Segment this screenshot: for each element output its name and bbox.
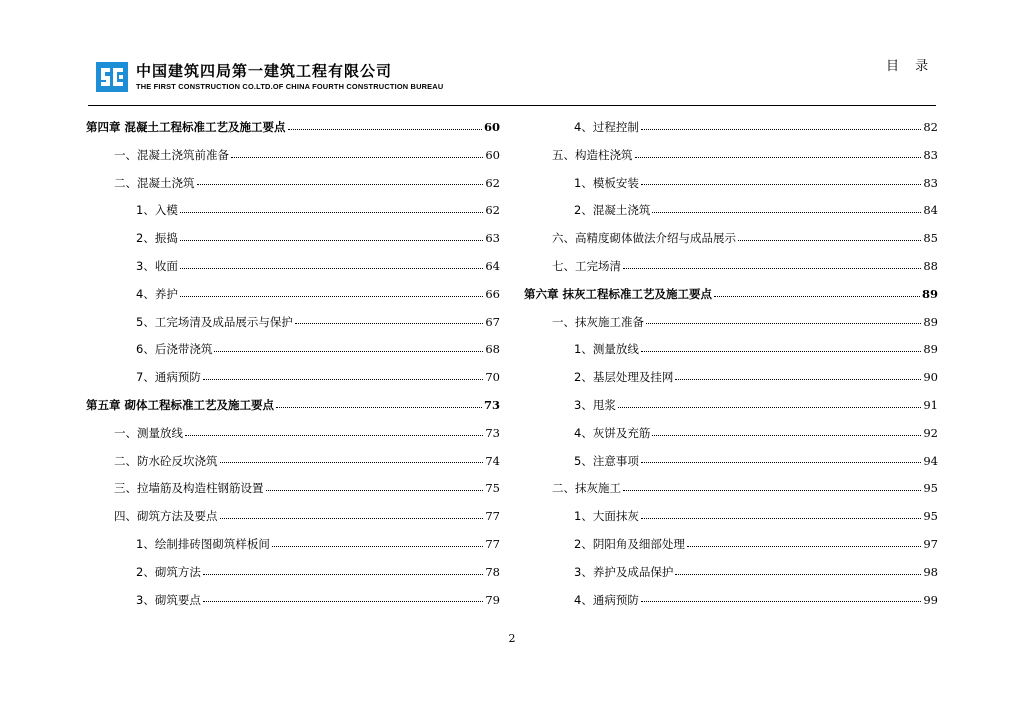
- toc-entry-title: 一、混凝土浇筑前准备: [114, 147, 229, 162]
- toc-entry-page: 83: [923, 175, 938, 190]
- toc-entry-page: 60: [483, 120, 500, 134]
- toc-entry-title: 四、砌筑方法及要点: [114, 509, 218, 524]
- toc-entry[interactable]: [524, 475, 938, 503]
- toc-leader-dots: [266, 490, 484, 491]
- toc-entry-title: 五、构造柱浇筑: [552, 147, 633, 162]
- toc-entry[interactable]: [524, 336, 938, 364]
- toc-entry-title: 第四章 混凝土工程标准工艺及施工要点: [86, 120, 286, 134]
- toc-leader-dots: [623, 268, 921, 269]
- toc-leader-dots: [641, 184, 922, 185]
- toc-entry[interactable]: [86, 170, 500, 198]
- header-divider: [88, 105, 936, 106]
- toc-entry[interactable]: [524, 559, 938, 587]
- toc-entry-page: 85: [923, 231, 938, 246]
- toc-leader-dots: [180, 212, 484, 213]
- toc-entry[interactable]: [86, 281, 500, 309]
- toc-entry[interactable]: [524, 253, 938, 281]
- page-number: 2: [508, 632, 516, 645]
- toc-leader-dots: [203, 379, 484, 380]
- toc-chapter-entry[interactable]: [524, 281, 938, 309]
- toc-leader-dots: [635, 157, 922, 158]
- toc-entry[interactable]: [524, 503, 938, 531]
- toc-entry[interactable]: [86, 364, 500, 392]
- toc-entry-page: 99: [923, 592, 938, 607]
- toc-entry[interactable]: [86, 336, 500, 364]
- toc-entry-title: 2、基层处理及挂网: [574, 370, 674, 385]
- toc-leader-dots: [197, 184, 484, 185]
- toc-entry-title: 7、通病预防: [136, 370, 201, 385]
- toc-chapter-entry[interactable]: [86, 392, 500, 420]
- toc-entry-page: 94: [923, 453, 938, 468]
- toc-leader-dots: [641, 518, 922, 519]
- toc-entry-page: 90: [923, 370, 938, 385]
- toc-leader-dots: [272, 546, 484, 547]
- toc-entry-page: 64: [485, 258, 500, 273]
- toc-entry-page: 78: [485, 564, 500, 579]
- toc-column-right: [524, 114, 938, 614]
- toc-entry-title: 3、甩浆: [574, 397, 616, 412]
- toc-entry-title: 1、入模: [136, 203, 178, 218]
- toc-entry[interactable]: [86, 420, 500, 448]
- toc-entry-title: 三、拉墙筋及构造柱钢筋设置: [114, 481, 264, 496]
- toc-entry-page: 70: [485, 370, 500, 385]
- toc-entry-page: 62: [485, 175, 500, 190]
- toc-entry[interactable]: [524, 142, 938, 170]
- toc-entry[interactable]: [524, 392, 938, 420]
- toc-entry-page: 95: [923, 481, 938, 496]
- toc-entry-title: 第五章 砌体工程标准工艺及施工要点: [86, 397, 275, 412]
- toc-entry-page: 89: [921, 286, 938, 301]
- toc-entry-title: 3、砌筑要点: [136, 592, 201, 607]
- toc-entry-page: 74: [485, 453, 500, 468]
- toc-entry[interactable]: [524, 420, 938, 448]
- toc-leader-dots: [646, 323, 921, 324]
- toc-entry-page: 89: [923, 342, 938, 357]
- toc-entry-page: 77: [485, 509, 500, 524]
- company-name-cn: 中国建筑四局第一建筑工程有限公司: [136, 62, 393, 80]
- toc-entry[interactable]: [86, 448, 500, 476]
- toc-entry-title: 2、阴阳角及细部处理: [574, 536, 685, 551]
- toc-entry-title: 5、工完场清及成品展示与保护: [136, 314, 293, 329]
- toc-entry[interactable]: [86, 225, 500, 253]
- toc-entry-title: 1、模板安装: [574, 175, 639, 190]
- toc-entry-title: 4、灰饼及充筋: [574, 425, 651, 440]
- toc-entry-page: 68: [485, 342, 500, 357]
- toc-entry-page: 77: [485, 536, 500, 551]
- toc-entry[interactable]: [524, 114, 938, 142]
- toc-entry-page: 66: [485, 286, 500, 301]
- toc-entry[interactable]: [86, 587, 500, 615]
- toc-column-left: [86, 114, 500, 614]
- toc-entry[interactable]: [524, 587, 938, 615]
- toc-entry[interactable]: [524, 448, 938, 476]
- toc-leader-dots: [675, 379, 921, 380]
- toc-chapter-entry[interactable]: [86, 114, 500, 142]
- toc-entry[interactable]: [524, 364, 938, 392]
- toc-entry-title: 6、后浇带浇筑: [136, 342, 213, 357]
- toc-entry-title: 六、高精度砌体做法介绍与成品展示: [552, 231, 736, 246]
- toc-entry-page: 92: [923, 425, 938, 440]
- toc-entry-title: 1、绘制排砖图砌筑样板间: [136, 536, 270, 551]
- toc-leader-dots: [220, 518, 484, 519]
- toc-entry-page: 75: [485, 481, 500, 496]
- toc-entry[interactable]: [524, 531, 938, 559]
- toc-leader-dots: [180, 296, 484, 297]
- toc-entry-page: 67: [485, 314, 500, 329]
- toc-entry[interactable]: [86, 142, 500, 170]
- toc-entry-page: 83: [923, 147, 938, 162]
- toc-entry-title: 一、测量放线: [114, 425, 183, 440]
- toc-leader-dots: [214, 351, 483, 352]
- toc-leader-dots: [203, 574, 484, 575]
- toc-entry-page: 88: [923, 258, 938, 273]
- toc-entry[interactable]: [86, 309, 500, 337]
- toc-leader-dots: [652, 435, 921, 436]
- toc-entry[interactable]: [86, 531, 500, 559]
- page-title: 目 录: [886, 59, 935, 74]
- toc-leader-dots: [231, 157, 483, 158]
- toc-entry-page: 97: [923, 536, 938, 551]
- toc-entry-title: 4、通病预防: [574, 592, 639, 607]
- toc-leader-dots: [295, 323, 484, 324]
- cscec-logo-icon: [96, 62, 128, 92]
- toc-entry[interactable]: [86, 559, 500, 587]
- toc-leader-dots: [203, 601, 484, 602]
- toc-entry-page: 91: [923, 397, 938, 412]
- toc-entry-page: 60: [485, 147, 500, 162]
- toc-leader-dots: [288, 129, 482, 130]
- toc-entry-title: 4、养护: [136, 286, 178, 301]
- toc-leader-dots: [623, 490, 921, 491]
- toc-entry-title: 5、注意事项: [574, 453, 639, 468]
- toc-entry-title: 二、混凝土浇筑: [114, 175, 195, 190]
- toc-entry-title: 2、混凝土浇筑: [574, 203, 651, 218]
- toc-entry-page: 79: [485, 592, 500, 607]
- toc-entry-page: 98: [923, 564, 938, 579]
- toc-leader-dots: [687, 546, 922, 547]
- toc-entry-title: 1、测量放线: [574, 342, 639, 357]
- toc-leader-dots: [180, 268, 484, 269]
- toc-entry-title: 1、大面抹灰: [574, 509, 639, 524]
- toc-entry-page: 73: [485, 425, 500, 440]
- company-name-en: THE FIRST CONSTRUCTION CO.LTD.OF CHINA FOURTH CONSTRUCTION BUREAU: [136, 82, 444, 91]
- toc-entry-title: 4、过程控制: [574, 120, 639, 134]
- toc-leader-dots: [618, 407, 922, 408]
- toc-entry[interactable]: [524, 197, 938, 225]
- toc-entry-page: 89: [923, 314, 938, 329]
- toc-entry-title: 3、养护及成品保护: [574, 564, 674, 579]
- toc-leader-dots: [675, 574, 921, 575]
- toc-entry-title: 二、抹灰施工: [552, 481, 621, 496]
- toc-entry[interactable]: [524, 225, 938, 253]
- toc-entry[interactable]: [86, 503, 500, 531]
- toc-entry[interactable]: [86, 197, 500, 225]
- toc-entry-title: 七、工完场清: [552, 258, 621, 273]
- toc-entry[interactable]: [524, 170, 938, 198]
- toc-entry-page: 95: [923, 509, 938, 524]
- toc-leader-dots: [641, 129, 922, 130]
- toc-leader-dots: [641, 351, 922, 352]
- toc-entry-title: 二、防水砼反坎浇筑: [114, 453, 218, 468]
- toc-entry-page: 73: [483, 397, 500, 412]
- toc-entry-page: 84: [923, 203, 938, 218]
- toc-entry[interactable]: [524, 309, 938, 337]
- toc-entry-title: 2、振捣: [136, 231, 178, 246]
- toc-leader-dots: [738, 240, 921, 241]
- toc-leader-dots: [714, 296, 920, 297]
- toc-leader-dots: [641, 601, 922, 602]
- toc-leader-dots: [220, 462, 484, 463]
- toc-entry[interactable]: [86, 475, 500, 503]
- toc-leader-dots: [652, 212, 921, 213]
- toc-entry-title: 2、砌筑方法: [136, 564, 201, 579]
- toc-entry-page: 82: [923, 120, 938, 134]
- toc-leader-dots: [641, 462, 922, 463]
- toc-leader-dots: [276, 407, 482, 408]
- toc-entry-page: 63: [485, 231, 500, 246]
- toc-entry-title: 3、收面: [136, 258, 178, 273]
- toc-leader-dots: [185, 435, 483, 436]
- toc-entry-title: 一、抹灰施工准备: [552, 314, 644, 329]
- toc-entry-page: 62: [485, 203, 500, 218]
- toc-leader-dots: [180, 240, 484, 241]
- toc-entry-title: 第六章 抹灰工程标准工艺及施工要点: [524, 286, 713, 301]
- toc-entry[interactable]: [86, 253, 500, 281]
